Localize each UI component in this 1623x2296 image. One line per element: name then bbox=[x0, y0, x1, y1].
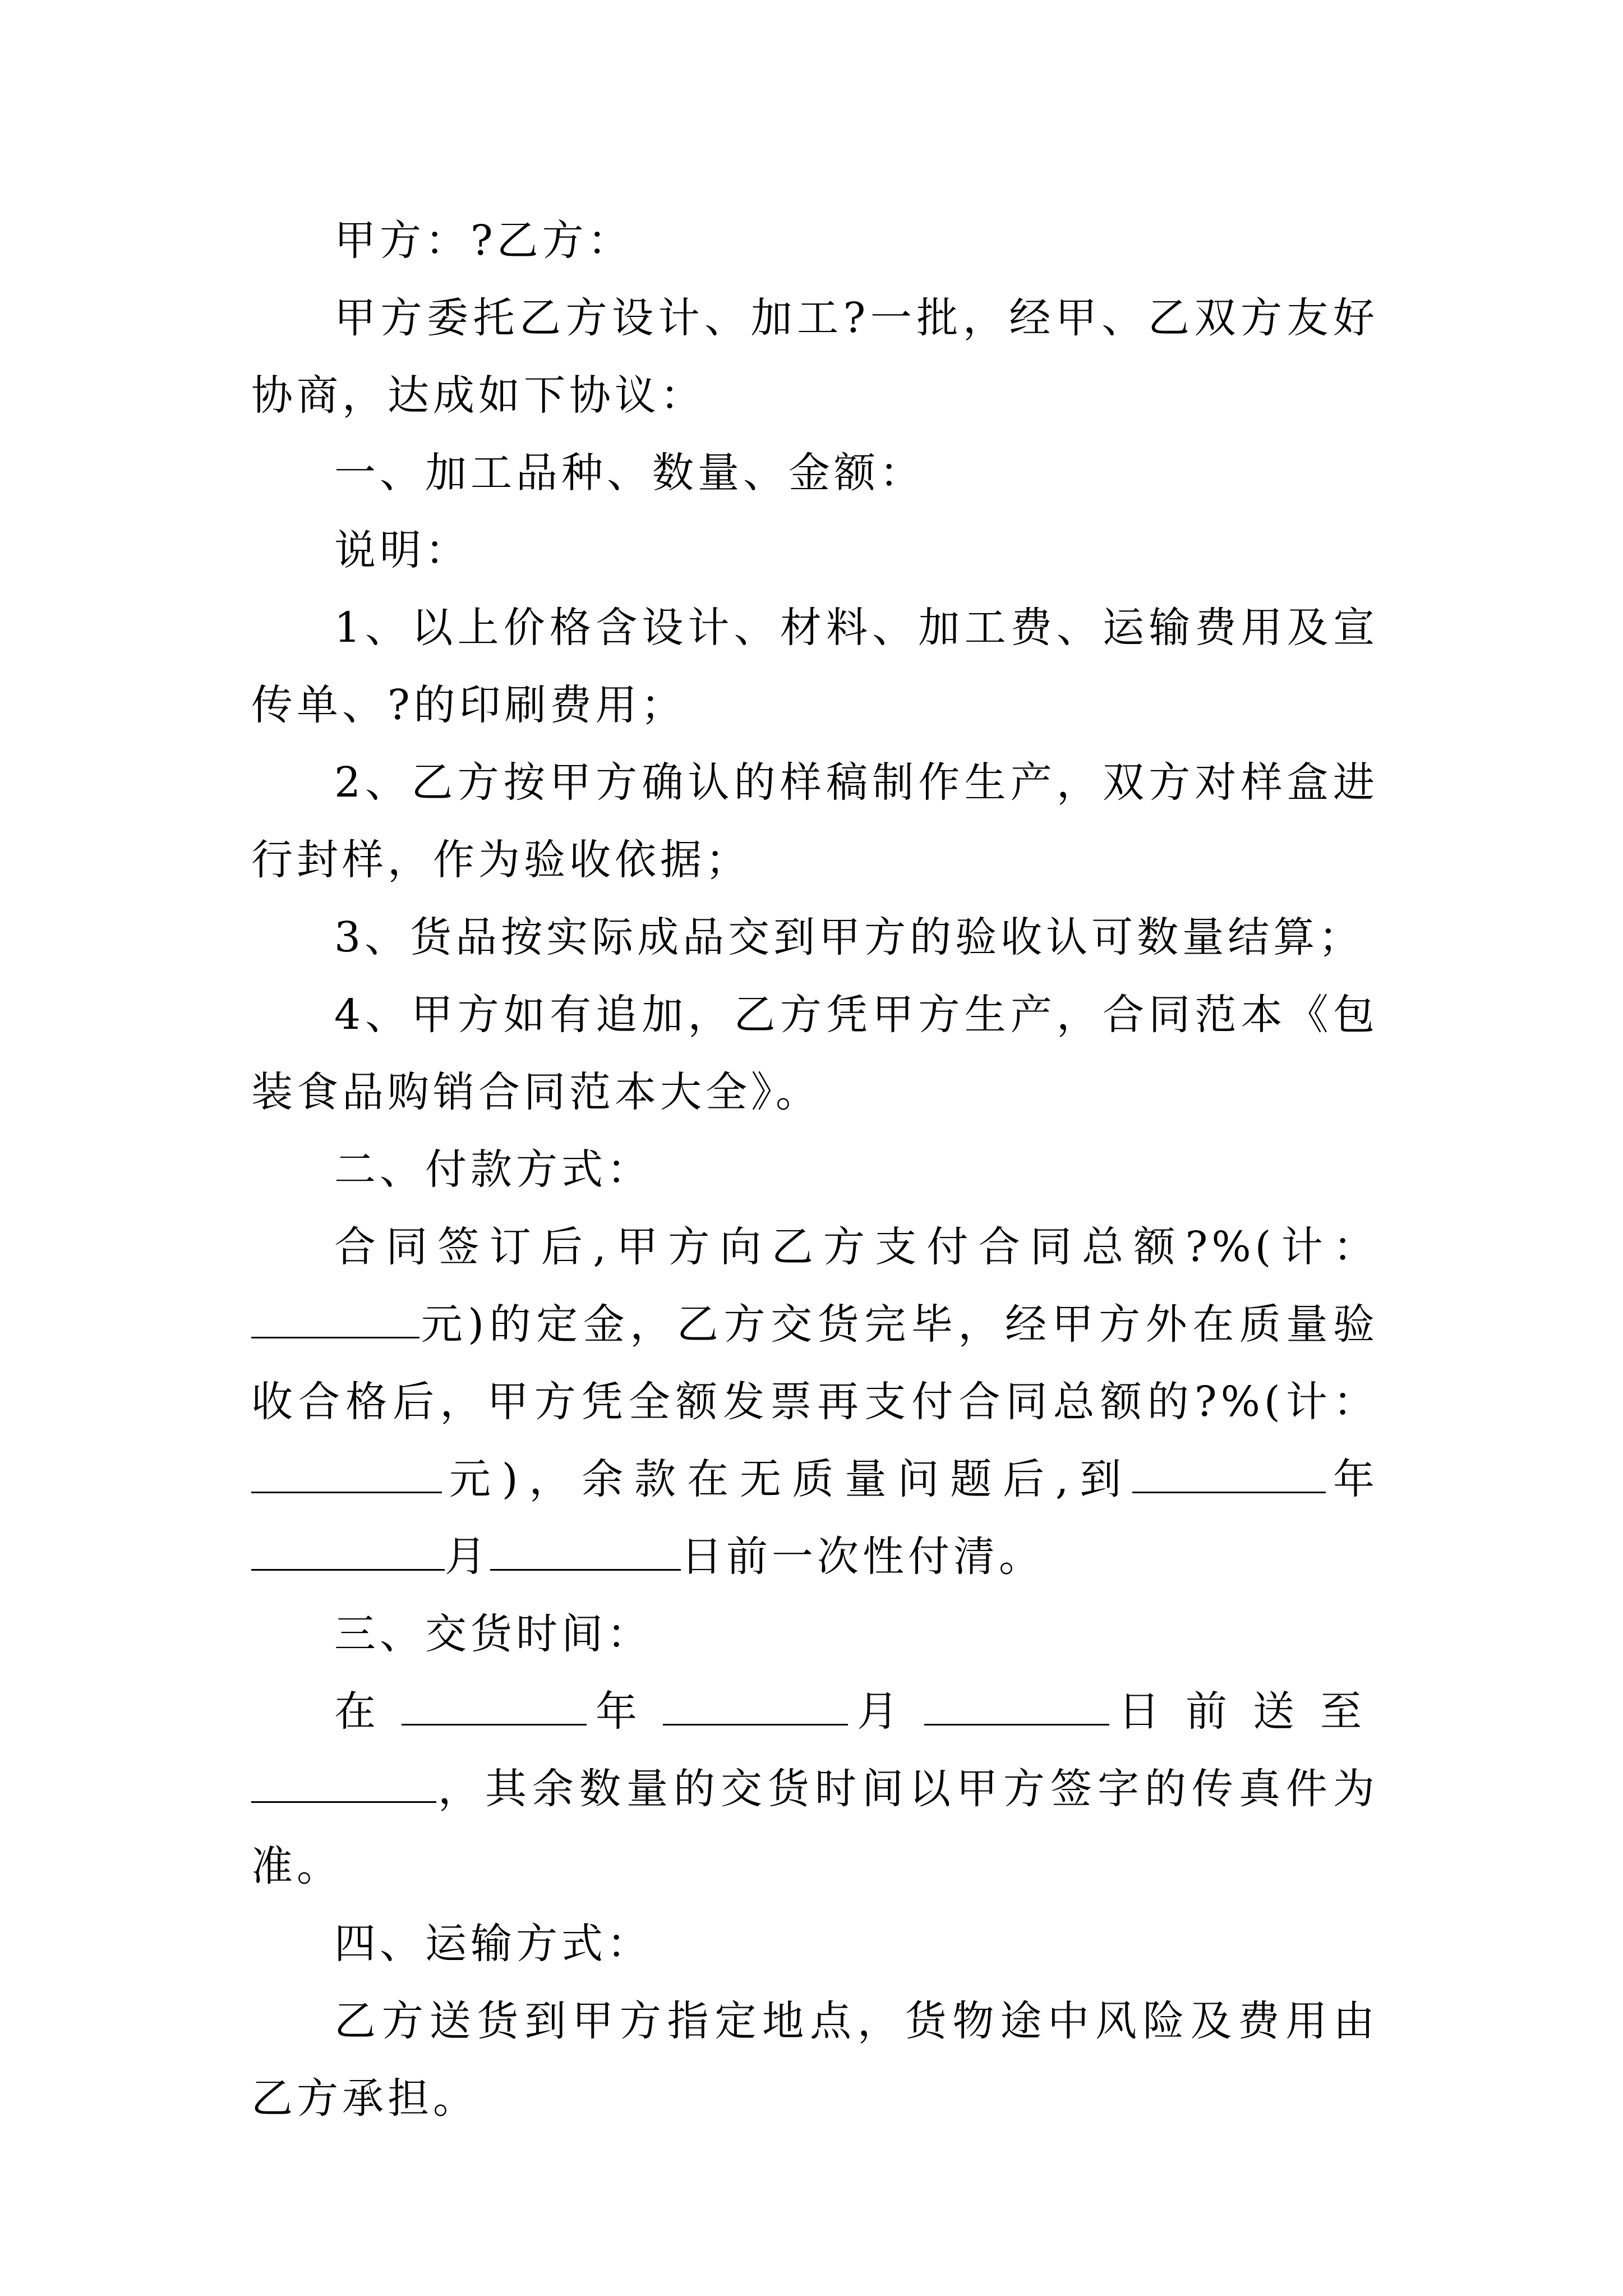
transport-paragraph: 乙方送货到甲方指定地点，货物途中风险及费用由乙方承担。 bbox=[251, 1997, 1378, 2123]
delivery-year-label: 年 bbox=[587, 1687, 663, 1736]
intro-paragraph: 甲方委托乙方设计、加工?一批，经甲、乙双方友好协商，达成如下协议： bbox=[251, 294, 1378, 420]
payment-day-blank[interactable] bbox=[490, 1536, 681, 1571]
section3-heading: 三、交货时间： bbox=[334, 1610, 652, 1658]
delivery-paragraph bbox=[251, 1673, 1378, 1905]
delivery-place-blank[interactable] bbox=[251, 1769, 436, 1803]
payment-text-d: 日前一次性付清。 bbox=[681, 1533, 1044, 1581]
payment-year-label: 年 bbox=[1326, 1455, 1378, 1503]
payment-month-blank[interactable] bbox=[251, 1536, 445, 1571]
payment-month-label: 月 bbox=[445, 1533, 490, 1581]
payment-text-b: 元)的定金，乙方交货完毕，经甲方外在质量验收合格后，甲方凭全额发票再支付合同总额的?%(计： bbox=[251, 1300, 1378, 1426]
delivery-at-label: 在 bbox=[334, 1687, 402, 1736]
note-item-2: 2、乙方按甲方确认的样稿制作生产，双方对样盒进行封样，作为验收依据； bbox=[251, 758, 1378, 884]
contract-page bbox=[251, 202, 1378, 2137]
note-item-3: 3、货品按实际成品交到甲方的验收认可数量结算； bbox=[334, 913, 1364, 961]
delivery-month-label: 月 bbox=[848, 1687, 924, 1736]
payment-text-c: 元)，余款在无质量问题后,到 bbox=[442, 1455, 1133, 1503]
note-item-1: 1、以上价格含设计、材料、加工费、运输费用及宣传单、?的印刷费用； bbox=[251, 604, 1378, 729]
delivery-day-blank[interactable] bbox=[924, 1691, 1109, 1726]
delivery-rest-text: ，其余数量的交货时间以甲方签字的传真件为准。 bbox=[251, 1765, 1378, 1890]
payment-text-a: 合同签订后,甲方向乙方支付合同总额?%(计： bbox=[334, 1223, 1378, 1271]
section1-heading: 一、加工品种、数量、金额： bbox=[334, 449, 925, 497]
delivery-day-label: 日前送至 bbox=[1109, 1687, 1378, 1736]
section4-heading: 四、运输方式： bbox=[334, 1920, 652, 1968]
note-item-4: 4、甲方如有追加，乙方凭甲方生产，合同范本《包装食品购销合同范本大全》。 bbox=[251, 991, 1378, 1116]
note-label: 说明： bbox=[334, 526, 471, 574]
deposit-amount-blank[interactable] bbox=[251, 1304, 419, 1338]
delivery-month-blank[interactable] bbox=[663, 1691, 848, 1726]
payment-paragraph bbox=[251, 1208, 1378, 1595]
delivery-year-blank[interactable] bbox=[402, 1691, 587, 1726]
parties-line: 甲方：?乙方： bbox=[334, 217, 633, 265]
payment-year-blank[interactable] bbox=[1132, 1459, 1326, 1493]
balance-amount-blank[interactable] bbox=[251, 1459, 442, 1493]
section2-heading: 二、付款方式： bbox=[334, 1145, 652, 1194]
